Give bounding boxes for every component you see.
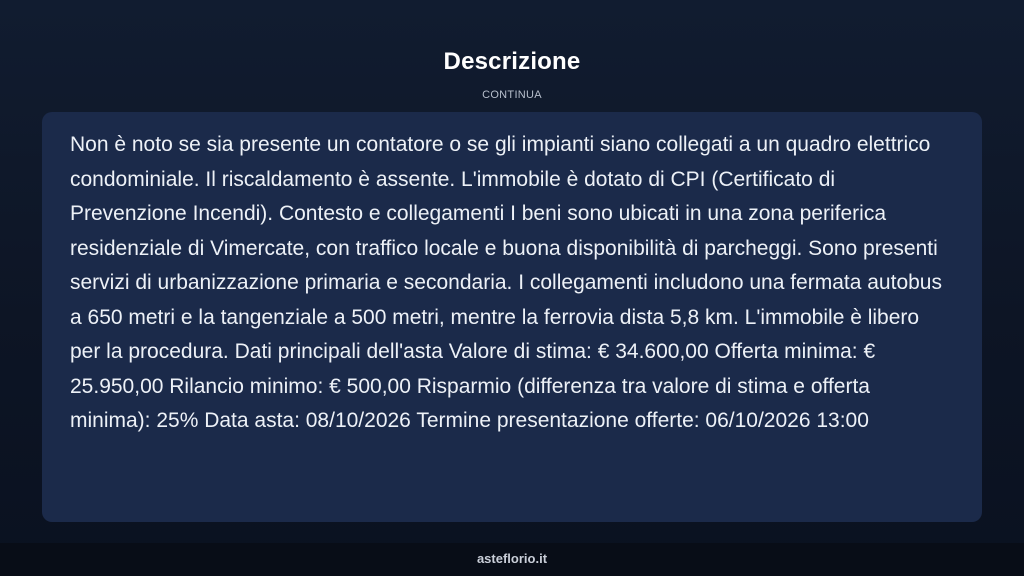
site-name: asteflorio.it [476,551,548,566]
footer-bar [0,543,1024,576]
page-title: Descrizione [443,48,581,75]
description-card [42,112,982,522]
continuation-label: CONTINUA [482,89,542,101]
description-text: Non è noto se sia presente un contatore o se gli impianti siano collegati a un quadro elettrico condominiale. Il riscaldamento è assente. L'immobile è dotato di CPI (Certificato di Prevenzione Incendi). Contesto e collegamenti I beni sono ubicati in una zona periferica residenziale di Vimercate, con traffico locale e buona disponibilità di parcheggi. Sono presenti servizi di urbanizzazione primaria e secondaria. I collegamenti includono una fermata autobus a 650 metri e la tangenziale a 500 metri, mentre la ferrovia dista 5,8 km. L'immobile è libero per la procedura. Dati principali dell'asta Valore di stima: € 34.600,00 Offerta minima: € 25.950,00 Rilancio minimo: € 500,00 Risparmio (differenza tra valore di stima e offerta minima): 25% Data asta: 08/10/2026 Termine presentazione offerte: 06/10/2026 13:00 [70,133,942,432]
